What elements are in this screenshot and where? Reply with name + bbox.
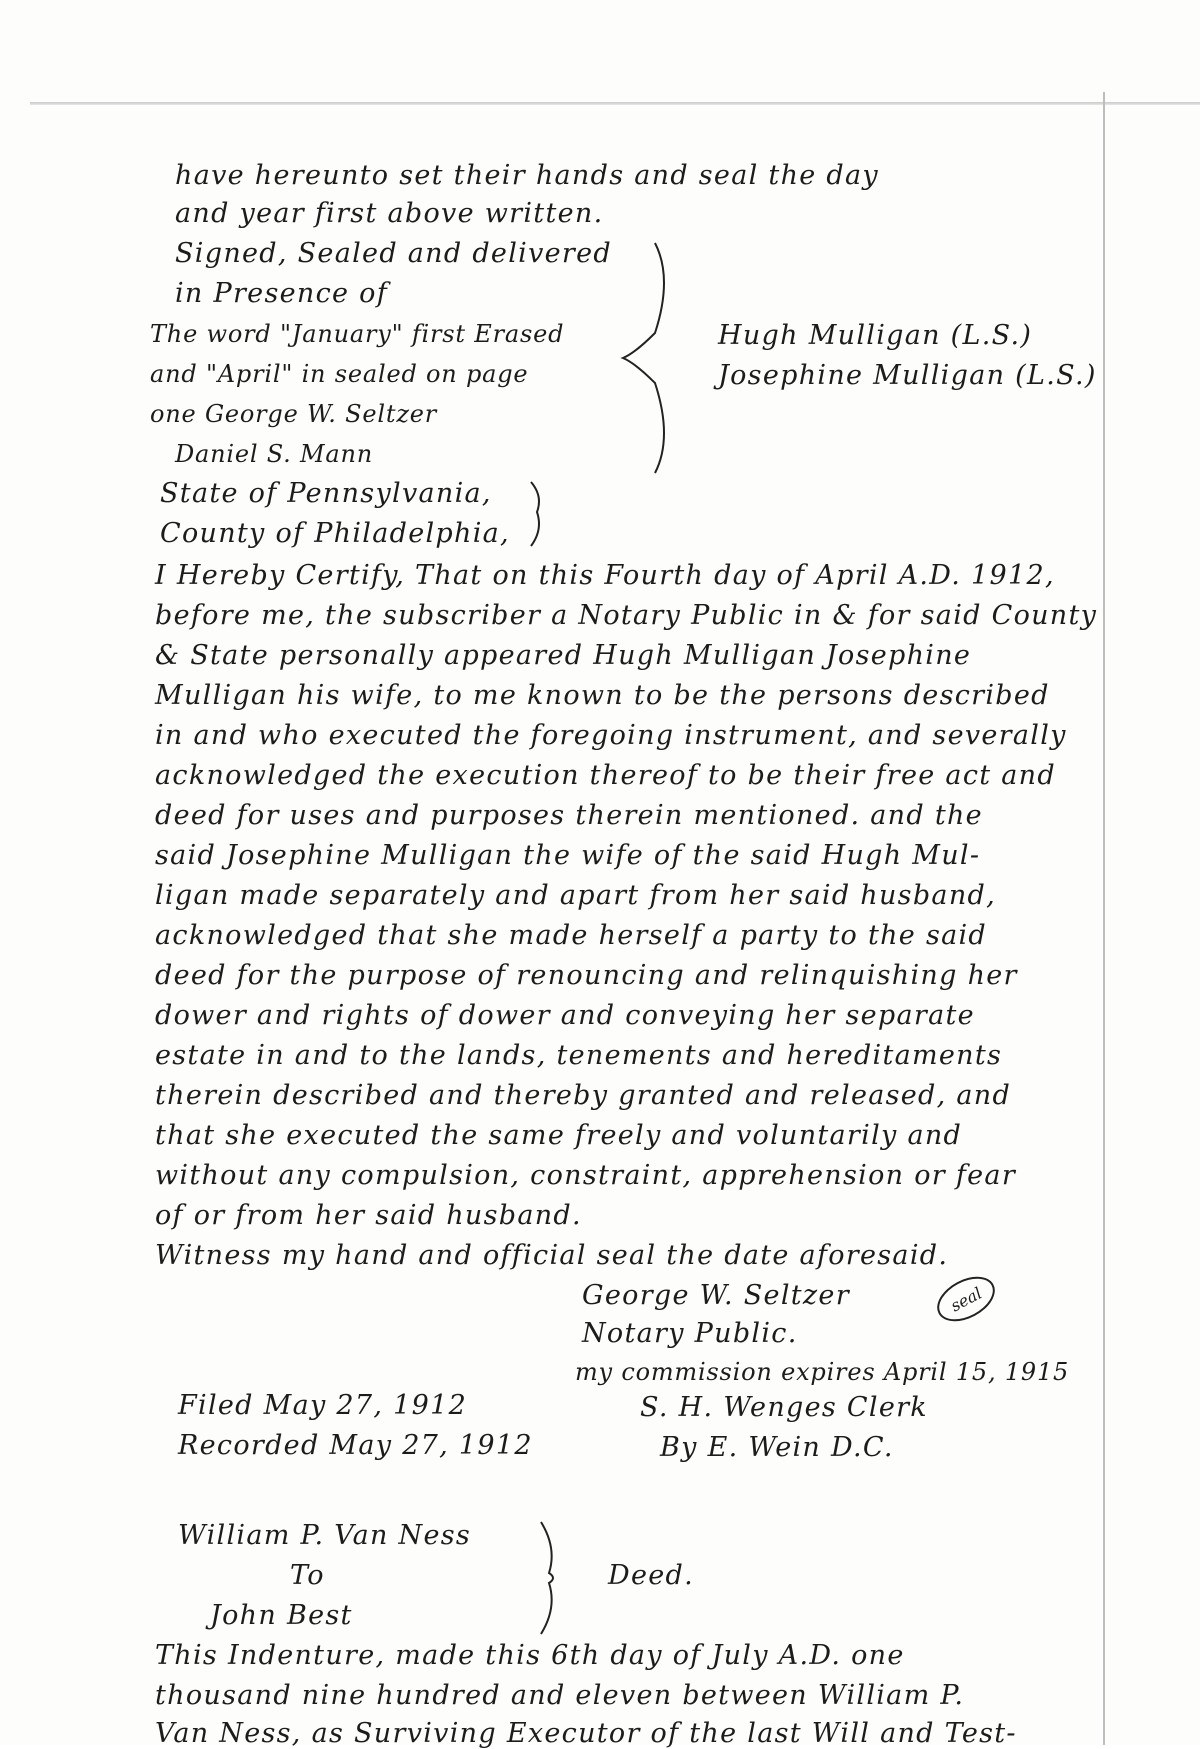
- certificate-line: in and who executed the foregoing instrument, and severally: [155, 720, 1067, 751]
- certificate-line: said Josephine Mulligan the wife of the said Hugh Mul-: [155, 840, 981, 871]
- indenture-line: This Indenture, made this 6th day of July A.D. one: [155, 1640, 905, 1671]
- certificate-line: acknowledged the execution thereof to be their free act and: [155, 760, 1056, 791]
- certificate-line: before me, the subscriber a Notary Public in & for said County: [155, 600, 1098, 631]
- venue-county: County of Philadelphia,: [160, 518, 510, 549]
- signatory-hugh-mulligan: Hugh Mulligan (L.S.): [718, 320, 1033, 351]
- indenture-line: Van Ness, as Surviving Executor of the last Will and Test-: [155, 1718, 1017, 1749]
- venue-brace: [527, 478, 549, 550]
- certificate-line: deed for uses and purposes therein mentioned. and the: [155, 800, 983, 831]
- deed-type: Deed.: [608, 1560, 694, 1591]
- witness-line-1: Signed, Sealed and delivered: [175, 238, 612, 269]
- notary-seal-icon: seal: [930, 1268, 1003, 1331]
- witness-line-3: The word "January" first Erased: [150, 320, 565, 348]
- witness-line-2: in Presence of: [175, 278, 389, 309]
- grantor-name: William P. Van Ness: [178, 1520, 472, 1551]
- recording-clerk: S. H. Wenges Clerk: [640, 1392, 928, 1423]
- recording-deputy: By E. Wein D.C.: [660, 1432, 894, 1463]
- witness-line-6: Daniel S. Mann: [175, 440, 374, 468]
- recorded-date: Recorded May 27, 1912: [178, 1430, 533, 1461]
- signature-brace: [615, 238, 675, 478]
- certificate-line: of or from her said husband.: [155, 1200, 582, 1231]
- certificate-line: without any compulsion, constraint, apprehension or fear: [155, 1160, 1017, 1191]
- certificate-line: acknowledged that she made herself a party to the said: [155, 920, 988, 951]
- certificate-line: dower and rights of dower and conveying her separate: [155, 1000, 975, 1031]
- certificate-line: estate in and to the lands, tenements and hereditaments: [155, 1040, 1003, 1071]
- venue-state: State of Pennsylvania,: [160, 478, 492, 509]
- certificate-line: I Hereby Certify, That on this Fourth day of April A.D. 1912,: [155, 560, 1055, 591]
- witness-line-5: one George W. Seltzer: [150, 400, 438, 428]
- notary-name: George W. Seltzer: [582, 1280, 850, 1311]
- certificate-line: that she executed the same freely and voluntarily and: [155, 1120, 963, 1151]
- right-margin-line: [1103, 92, 1105, 1745]
- closing-line-1: have hereunto set their hands and seal the day: [175, 160, 879, 191]
- top-ruled-line: [30, 102, 1200, 105]
- grantee-name: John Best: [210, 1600, 353, 1631]
- witness-line-4: and "April" in sealed on page: [150, 360, 529, 388]
- deed-heading-brace: [535, 1518, 565, 1638]
- indenture-line: thousand nine hundred and eleven between William P.: [155, 1680, 965, 1711]
- notary-commission: my commission expires April 15, 1915: [575, 1358, 1070, 1386]
- certificate-line: & State personally appeared Hugh Mulligan Josephine: [155, 640, 972, 671]
- filed-date: Filed May 27, 1912: [178, 1390, 468, 1421]
- notary-title: Notary Public.: [582, 1318, 798, 1349]
- certificate-line: therein described and thereby granted and released, and: [155, 1080, 1012, 1111]
- signatory-josephine-mulligan: Josephine Mulligan (L.S.): [718, 360, 1097, 391]
- deed-to-label: To: [290, 1560, 325, 1591]
- attestation-line: Witness my hand and official seal the date aforesaid.: [155, 1240, 949, 1271]
- certificate-line: deed for the purpose of renouncing and relinquishing her: [155, 960, 1018, 991]
- closing-line-2: and year first above written.: [175, 198, 604, 229]
- certificate-line: Mulligan his wife, to me known to be the persons described: [155, 680, 1050, 711]
- certificate-line: ligan made separately and apart from her said husband,: [155, 880, 996, 911]
